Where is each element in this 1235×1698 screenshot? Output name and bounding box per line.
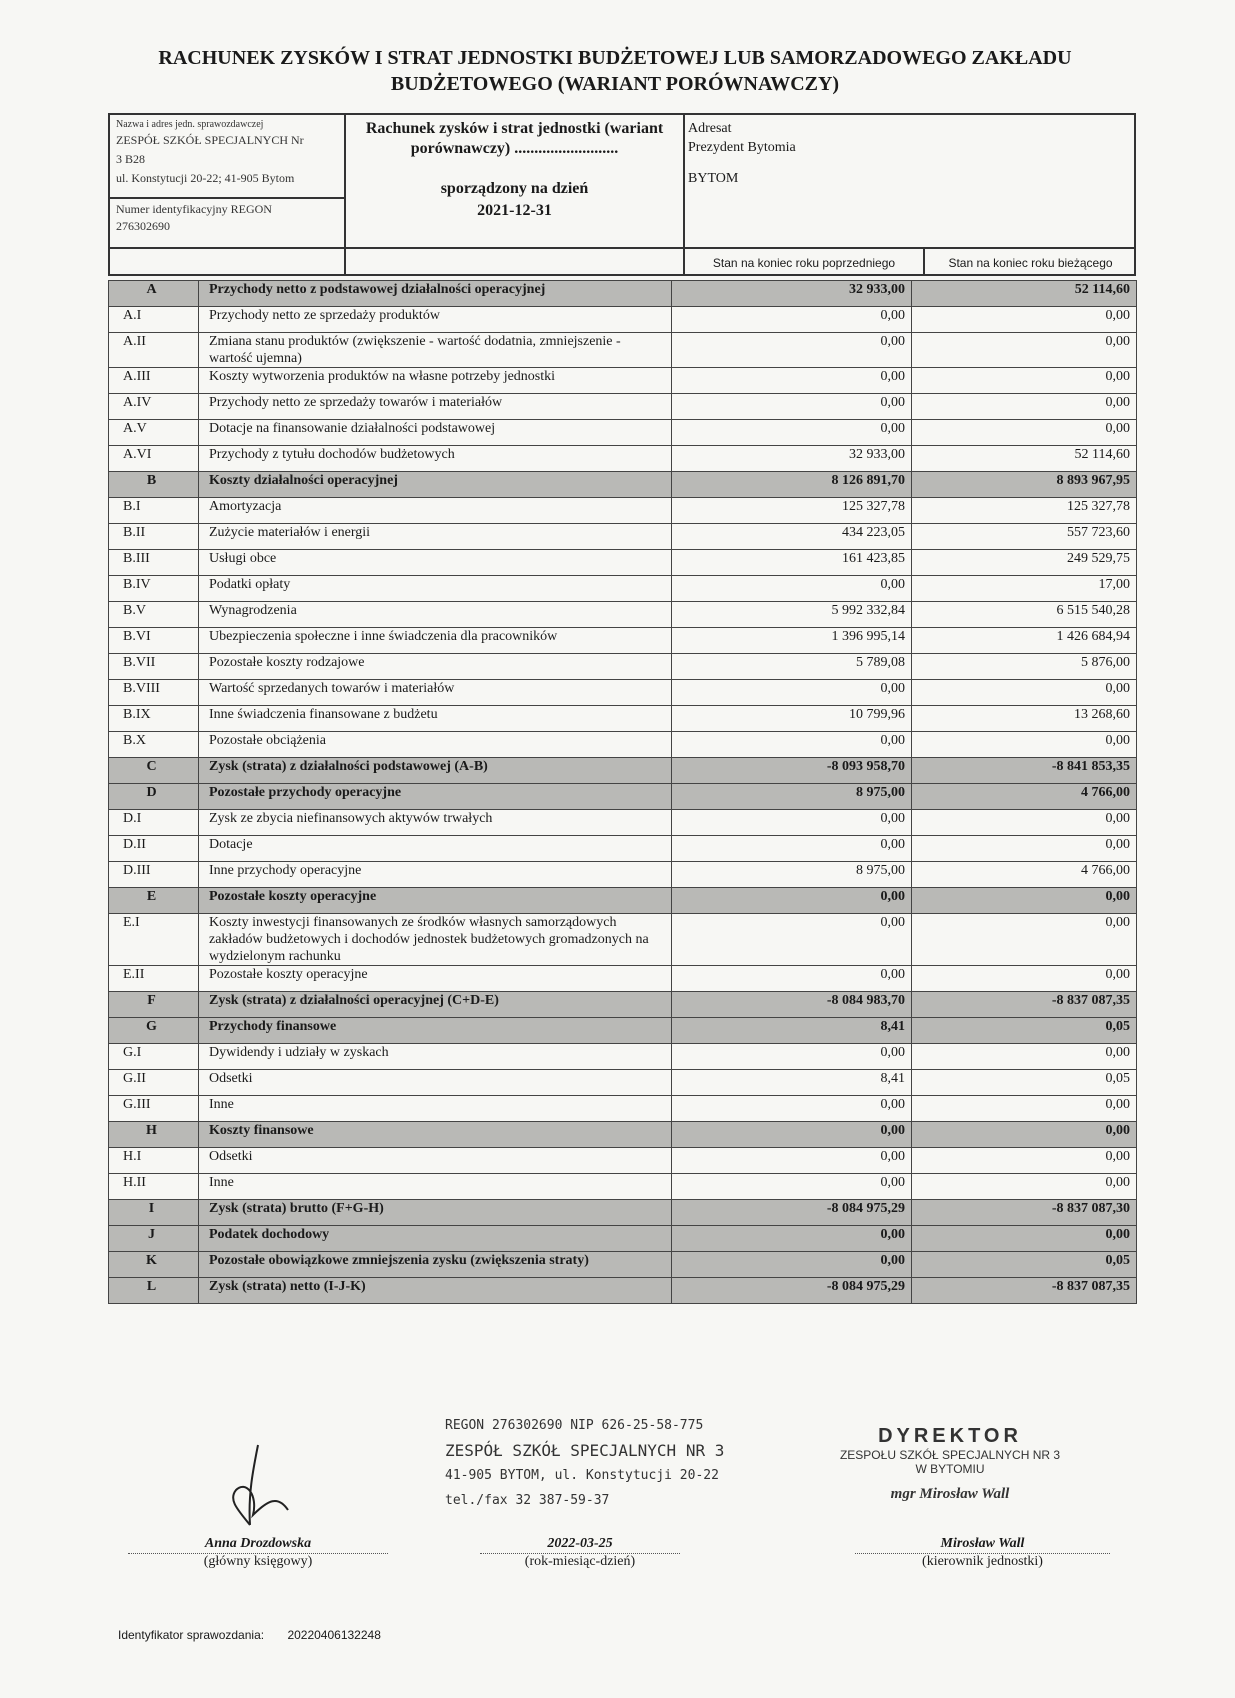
row-value-prev: 161 423,85 [672,550,912,576]
row-label: Inne świadczenia finansowane z budżetu [199,706,672,732]
stamp-line-3: 41-905 BYTOM, ul. Konstytucji 20-22 [445,1468,719,1483]
row-code: B.IV [109,576,199,602]
regon-box [110,199,356,237]
table-row [109,706,1137,732]
row-code: A.IV [109,394,199,420]
row-label: Przychody z tytułu dochodów budżetowych [199,446,672,472]
table-row [109,1200,1137,1226]
row-value-prev: 0,00 [672,1252,912,1278]
director-stamp [800,1425,1100,1503]
row-value-prev: 0,00 [672,394,912,420]
row-value-curr: 17,00 [912,576,1137,602]
accountant-name: Anna Drozdowska [204,1536,312,1551]
table-row [109,420,1137,446]
row-code: A.II [109,333,199,368]
row-label: Inne [199,1174,672,1200]
row-value-prev: 0,00 [672,1226,912,1252]
row-value-prev: 0,00 [672,307,912,333]
row-value-curr: 4 766,00 [912,784,1137,810]
row-value-curr: 52 114,60 [912,281,1137,307]
row-code: G [109,1018,199,1044]
row-value-curr: 0,00 [912,1174,1137,1200]
row-value-prev: 5 992 332,84 [672,602,912,628]
report-date-signature [480,1535,680,1570]
row-value-prev: 0,00 [672,1174,912,1200]
row-value-curr: 557 723,60 [912,524,1137,550]
row-label: Pozostałe koszty operacyjne [199,888,672,914]
entity-name-box [110,115,344,199]
row-code: D.II [109,836,199,862]
row-value-curr: 0,00 [912,836,1137,862]
table-row [109,602,1137,628]
regon-label: Numer identyfikacyjny REGON [116,202,272,216]
table-row [109,810,1137,836]
table-row [109,368,1137,394]
row-value-curr: 0,00 [912,368,1137,394]
table-row [109,888,1137,914]
header-box [108,113,1136,276]
row-value-curr: 1 426 684,94 [912,628,1137,654]
row-code: B.VII [109,654,199,680]
column-header-prev: Stan na koniec roku poprzedniego [712,256,896,270]
row-value-prev: 0,00 [672,333,912,368]
row-code: A.III [109,368,199,394]
row-code: H.II [109,1174,199,1200]
row-code: H.I [109,1148,199,1174]
row-label: Przychody netto ze sprzedaży produktów [199,307,672,333]
row-code: F [109,992,199,1018]
table-row [109,966,1137,992]
row-label: Koszty finansowe [199,1122,672,1148]
entity-name-line-2: 3 B28 [116,152,146,166]
table-row [109,862,1137,888]
entity-name-label: Nazwa i adres jedn. sprawozdawczej [116,119,264,130]
head-name: Mirosław Wall [940,1536,1025,1551]
row-value-prev: 0,00 [672,888,912,914]
report-title: Rachunek zysków i strat jednostki (wariant porównawczy) .......................... [365,120,664,157]
row-value-prev: 5 789,08 [672,654,912,680]
table-row [109,628,1137,654]
row-label: Koszty wytworzenia produktów na własne potrzeby jednostki [199,368,672,394]
row-value-prev: 0,00 [672,810,912,836]
table-row [109,680,1137,706]
row-value-curr: -8 837 087,35 [912,992,1137,1018]
row-code: B.I [109,498,199,524]
table-row [109,914,1137,966]
table-row [109,1018,1137,1044]
director-signature-text: mgr Mirosław Wall [890,1486,1010,1502]
row-label: Dotacje [199,836,672,862]
row-code: B.V [109,602,199,628]
row-value-curr: 0,00 [912,810,1137,836]
row-value-prev: 0,00 [672,836,912,862]
row-label: Odsetki [199,1148,672,1174]
signing-date: 2022-03-25 [547,1536,613,1551]
row-value-curr: -8 841 853,35 [912,758,1137,784]
stamp-line-2: ZESPÓŁ SZKÓŁ SPECJALNYCH NR 3 [445,1441,725,1460]
row-code: D.I [109,810,199,836]
stamp-line-4: tel./fax 32 387-59-37 [445,1493,610,1508]
row-code: A.I [109,307,199,333]
row-value-curr: 125 327,78 [912,498,1137,524]
row-label: Amortyzacja [199,498,672,524]
row-value-prev: 0,00 [672,914,912,966]
row-label: Pozostałe przychody operacyjne [199,784,672,810]
row-label: Usługi obce [199,550,672,576]
profit-loss-table [108,280,1137,1304]
row-code: B.X [109,732,199,758]
row-code: A [109,281,199,307]
row-label: Pozostałe koszty rodzajowe [199,654,672,680]
row-code: C [109,758,199,784]
row-value-curr: 0,00 [912,1148,1137,1174]
table-row [109,1148,1137,1174]
row-value-prev: 0,00 [672,1044,912,1070]
report-date: 2021-12-31 [477,202,552,219]
row-value-prev: 0,00 [672,368,912,394]
report-identifier [118,1628,381,1642]
table-row [109,1174,1137,1200]
row-value-prev: 8,41 [672,1070,912,1096]
row-code: I [109,1200,199,1226]
row-value-prev: 8 975,00 [672,784,912,810]
row-value-prev: 32 933,00 [672,281,912,307]
table-row [109,1226,1137,1252]
row-value-curr: 52 114,60 [912,446,1137,472]
row-label: Pozostałe obciążenia [199,732,672,758]
title-line-2: BUDŻETOWEGO (WARIANT PORÓWNAWCZY) [390,73,840,95]
row-value-prev: 32 933,00 [672,446,912,472]
row-label: Wynagrodzenia [199,602,672,628]
row-value-curr: 249 529,75 [912,550,1137,576]
report-date-label: sporządzony na dzień [440,180,589,197]
row-value-prev: 0,00 [672,1096,912,1122]
row-value-prev: 8,41 [672,1018,912,1044]
row-label: Zużycie materiałów i energii [199,524,672,550]
row-value-prev: -8 084 975,29 [672,1200,912,1226]
row-value-curr: 0,00 [912,307,1137,333]
row-code: E.II [109,966,199,992]
row-code: B [109,472,199,498]
row-code: A.VI [109,446,199,472]
table-row [109,732,1137,758]
row-value-prev: 0,00 [672,420,912,446]
row-label: Pozostałe obowiązkowe zmniejszenia zysku (zwiększenia straty) [199,1252,672,1278]
table-row [109,307,1137,333]
row-value-curr: 0,05 [912,1252,1137,1278]
row-code: A.V [109,420,199,446]
table-row [109,758,1137,784]
row-value-prev: 0,00 [672,1148,912,1174]
director-org-line-1: ZESPOŁU SZKÓŁ SPECJALNYCH NR 3 [839,1448,1061,1462]
accountant-signature [128,1535,388,1570]
row-label: Inne przychody operacyjne [199,862,672,888]
stamp-line-1: REGON 276302690 NIP 626-25-58-775 [445,1418,704,1433]
report-id-label: Identyfikator sprawozdania: [118,1628,265,1642]
table-row [109,654,1137,680]
row-value-curr: 0,05 [912,1070,1137,1096]
table-row [109,1278,1137,1304]
entity-name-line-1: ZESPÓŁ SZKÓŁ SPECJALNYCH Nr [116,133,304,147]
row-code: D.III [109,862,199,888]
row-value-curr: 0,00 [912,1122,1137,1148]
addressee-label: Adresat [688,121,732,136]
table-row [109,1122,1137,1148]
row-label: Podatki opłaty [199,576,672,602]
handwritten-signature-icon [198,1440,308,1530]
table-row [109,446,1137,472]
row-value-curr: 8 893 967,95 [912,472,1137,498]
row-value-curr: 0,00 [912,680,1137,706]
row-value-prev: 8 975,00 [672,862,912,888]
row-code: J [109,1226,199,1252]
row-value-curr: 0,00 [912,888,1137,914]
table-row [109,1044,1137,1070]
row-value-prev: 0,00 [672,1122,912,1148]
row-value-prev: 0,00 [672,732,912,758]
head-role: (kierownik jednostki) [922,1554,1043,1569]
row-label: Zysk (strata) z działalności operacyjnej (C+D-E) [199,992,672,1018]
row-label: Zysk (strata) netto (I-J-K) [199,1278,672,1304]
row-value-prev: 1 396 995,14 [672,628,912,654]
row-label: Przychody netto z podstawowej działalności operacyjnej [199,281,672,307]
accountant-role: (główny księgowy) [203,1554,313,1569]
row-label: Odsetki [199,1070,672,1096]
row-value-prev: 0,00 [672,966,912,992]
row-label: Pozostałe koszty operacyjne [199,966,672,992]
row-value-curr: 0,00 [912,1044,1137,1070]
report-id: 20220406132248 [287,1628,381,1642]
table-row [109,394,1137,420]
row-label: Przychody finansowe [199,1018,672,1044]
row-value-curr: 13 268,60 [912,706,1137,732]
row-value-curr: 0,00 [912,914,1137,966]
row-label: Wartość sprzedanych towarów i materiałów [199,680,672,706]
head-signature [855,1535,1110,1570]
row-label: Zmiana stanu produktów (zwiększenie - wartość dodatnia, zmniejszenie - wartość ujemna) [199,333,672,368]
row-label: Przychody netto ze sprzedaży towarów i materiałów [199,394,672,420]
row-code: K [109,1252,199,1278]
row-label: Ubezpieczenia społeczne i inne świadczenia dla pracowników [199,628,672,654]
row-value-curr: 0,05 [912,1018,1137,1044]
row-code: G.II [109,1070,199,1096]
row-code: B.II [109,524,199,550]
signing-date-label: (rok-miesiąc-dzień) [524,1554,636,1569]
director-org-line-2: W BYTOMIU [915,1462,985,1476]
table-row [109,784,1137,810]
addressee-box [688,119,796,188]
entity-address: ul. Konstytucji 20-22; 41-905 Bytom [116,171,295,185]
row-value-prev: -8 084 983,70 [672,992,912,1018]
director-title: DYREKTOR [878,1425,1022,1447]
table-row [109,576,1137,602]
document-title [110,45,1120,97]
row-label: Dywidendy i udziały w zyskach [199,1044,672,1070]
row-value-curr: -8 837 087,35 [912,1278,1137,1304]
row-code: B.III [109,550,199,576]
table-row [109,1070,1137,1096]
row-value-curr: 0,00 [912,1226,1137,1252]
column-header-curr: Stan na koniec roku bieżącego [948,256,1113,270]
row-value-prev: -8 084 975,29 [672,1278,912,1304]
title-line-1: RACHUNEK ZYSKÓW I STRAT JEDNOSTKI BUDŻETOWEJ LUB SAMORZADOWEGO ZAKŁADU [158,47,1072,69]
row-code: H [109,1122,199,1148]
row-code: G.III [109,1096,199,1122]
addressee-name: Prezydent Bytomia [688,140,796,155]
row-label: Koszty działalności operacyjnej [199,472,672,498]
row-code: L [109,1278,199,1304]
row-value-prev: 125 327,78 [672,498,912,524]
table-row [109,281,1137,307]
table-row [109,1252,1137,1278]
row-code: E.I [109,914,199,966]
table-row [109,333,1137,368]
row-code: D [109,784,199,810]
table-row [109,1096,1137,1122]
row-value-prev: -8 093 958,70 [672,758,912,784]
row-value-curr: 6 515 540,28 [912,602,1137,628]
row-label: Zysk (strata) z działalności podstawowej (A-B) [199,758,672,784]
row-value-prev: 8 126 891,70 [672,472,912,498]
row-value-curr: -8 837 087,30 [912,1200,1137,1226]
row-code: B.VI [109,628,199,654]
row-value-prev: 0,00 [672,576,912,602]
row-code: E [109,888,199,914]
table-row [109,836,1137,862]
table-row [109,992,1137,1018]
report-title-box [346,119,683,223]
row-value-prev: 434 223,05 [672,524,912,550]
row-value-curr: 0,00 [912,1096,1137,1122]
row-label: Dotacje na finansowanie działalności podstawowej [199,420,672,446]
table-row [109,472,1137,498]
row-value-curr: 0,00 [912,394,1137,420]
table-row [109,498,1137,524]
row-value-curr: 4 766,00 [912,862,1137,888]
row-code: G.I [109,1044,199,1070]
table-row [109,524,1137,550]
row-value-curr: 0,00 [912,420,1137,446]
row-label: Zysk ze zbycia niefinansowych aktywów trwałych [199,810,672,836]
addressee-city: BYTOM [688,171,739,186]
institution-stamp [445,1413,735,1513]
table-row [109,550,1137,576]
row-value-curr: 0,00 [912,966,1137,992]
row-code: B.IX [109,706,199,732]
row-value-curr: 0,00 [912,333,1137,368]
row-value-prev: 10 799,96 [672,706,912,732]
row-value-prev: 0,00 [672,680,912,706]
row-label: Podatek dochodowy [199,1226,672,1252]
row-label: Koszty inwestycji finansowanych ze środków własnych samorządowych zakładów budżetowych i dochodów jednostek budżetowych gromadzonych na wydzielonym rachunku [199,914,672,966]
row-label: Zysk (strata) brutto (F+G-H) [199,1200,672,1226]
row-value-curr: 0,00 [912,732,1137,758]
row-value-curr: 5 876,00 [912,654,1137,680]
regon-value: 276302690 [116,219,170,233]
row-label: Inne [199,1096,672,1122]
row-code: B.VIII [109,680,199,706]
